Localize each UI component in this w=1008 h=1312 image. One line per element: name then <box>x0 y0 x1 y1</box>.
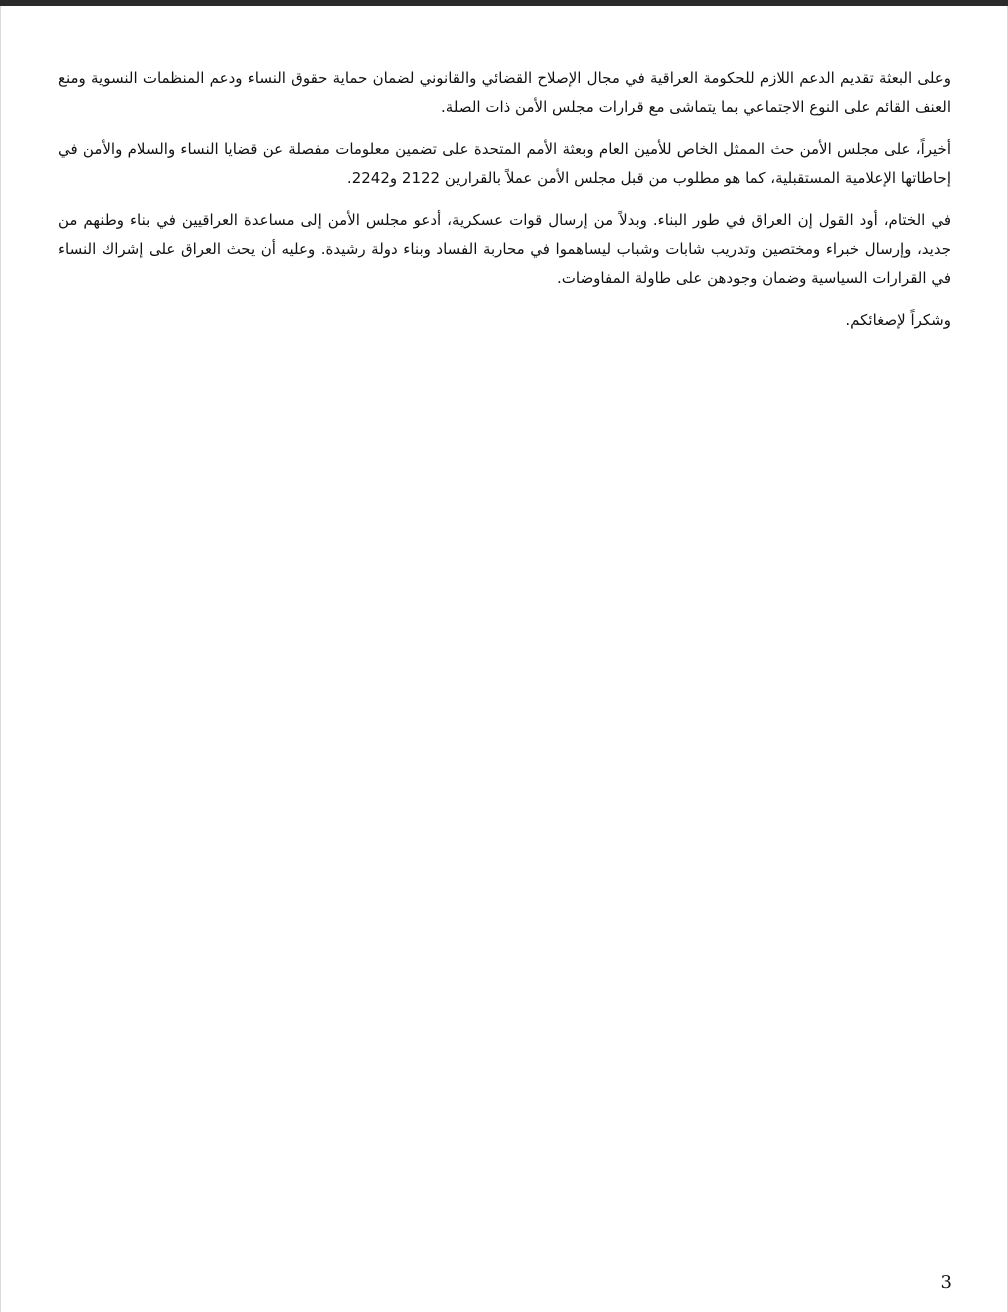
paragraph-briefings: أخيراً، على مجلس الأمن حث الممثل الخاص للأمين العام وبعثة الأمم المتحدة على تضمين معلومات مفصلة عن قضايا النساء والسلام والأمن في إحاطاتها الإعلامية المستقبلية، كما هو مطلوب من قبل مجلس الأمن عملاً بالقرارين 2122 و2242. <box>58 140 951 187</box>
paragraph-mission-support: وعلى البعثة تقديم الدعم اللازم للحكومة العراقية في مجال الإصلاح القضائي والقانوني لضمان حماية حقوق النساء ودعم المنظمات النسوية ومنع العنف القائم على النوع الاجتماعي بما يتماشى مع قرارات مجلس الأمن ذات الصلة. <box>58 69 951 116</box>
paragraph-thanks: وشكراً لإصغائكم. <box>845 311 951 329</box>
paragraph-conclusion: في الختام، أود القول إن العراق في طور البناء. وبدلاً من إرسال قوات عسكرية، أدعو مجلس الأمن إلى مساعدة العراقيين في بناء وطنهم من جديد، وإرسال خبراء ومختصين وتدريب شابات وشباب ليساهموا في محاربة الفساد وبناء دولة رشيدة. وعليه أن يحث العراق على إشراك النساء في القرارات السياسية وضمان وجودهن على طاولة المفاوضات. <box>58 211 951 287</box>
page-number: 3 <box>940 1272 952 1293</box>
document-body <box>58 64 951 348</box>
